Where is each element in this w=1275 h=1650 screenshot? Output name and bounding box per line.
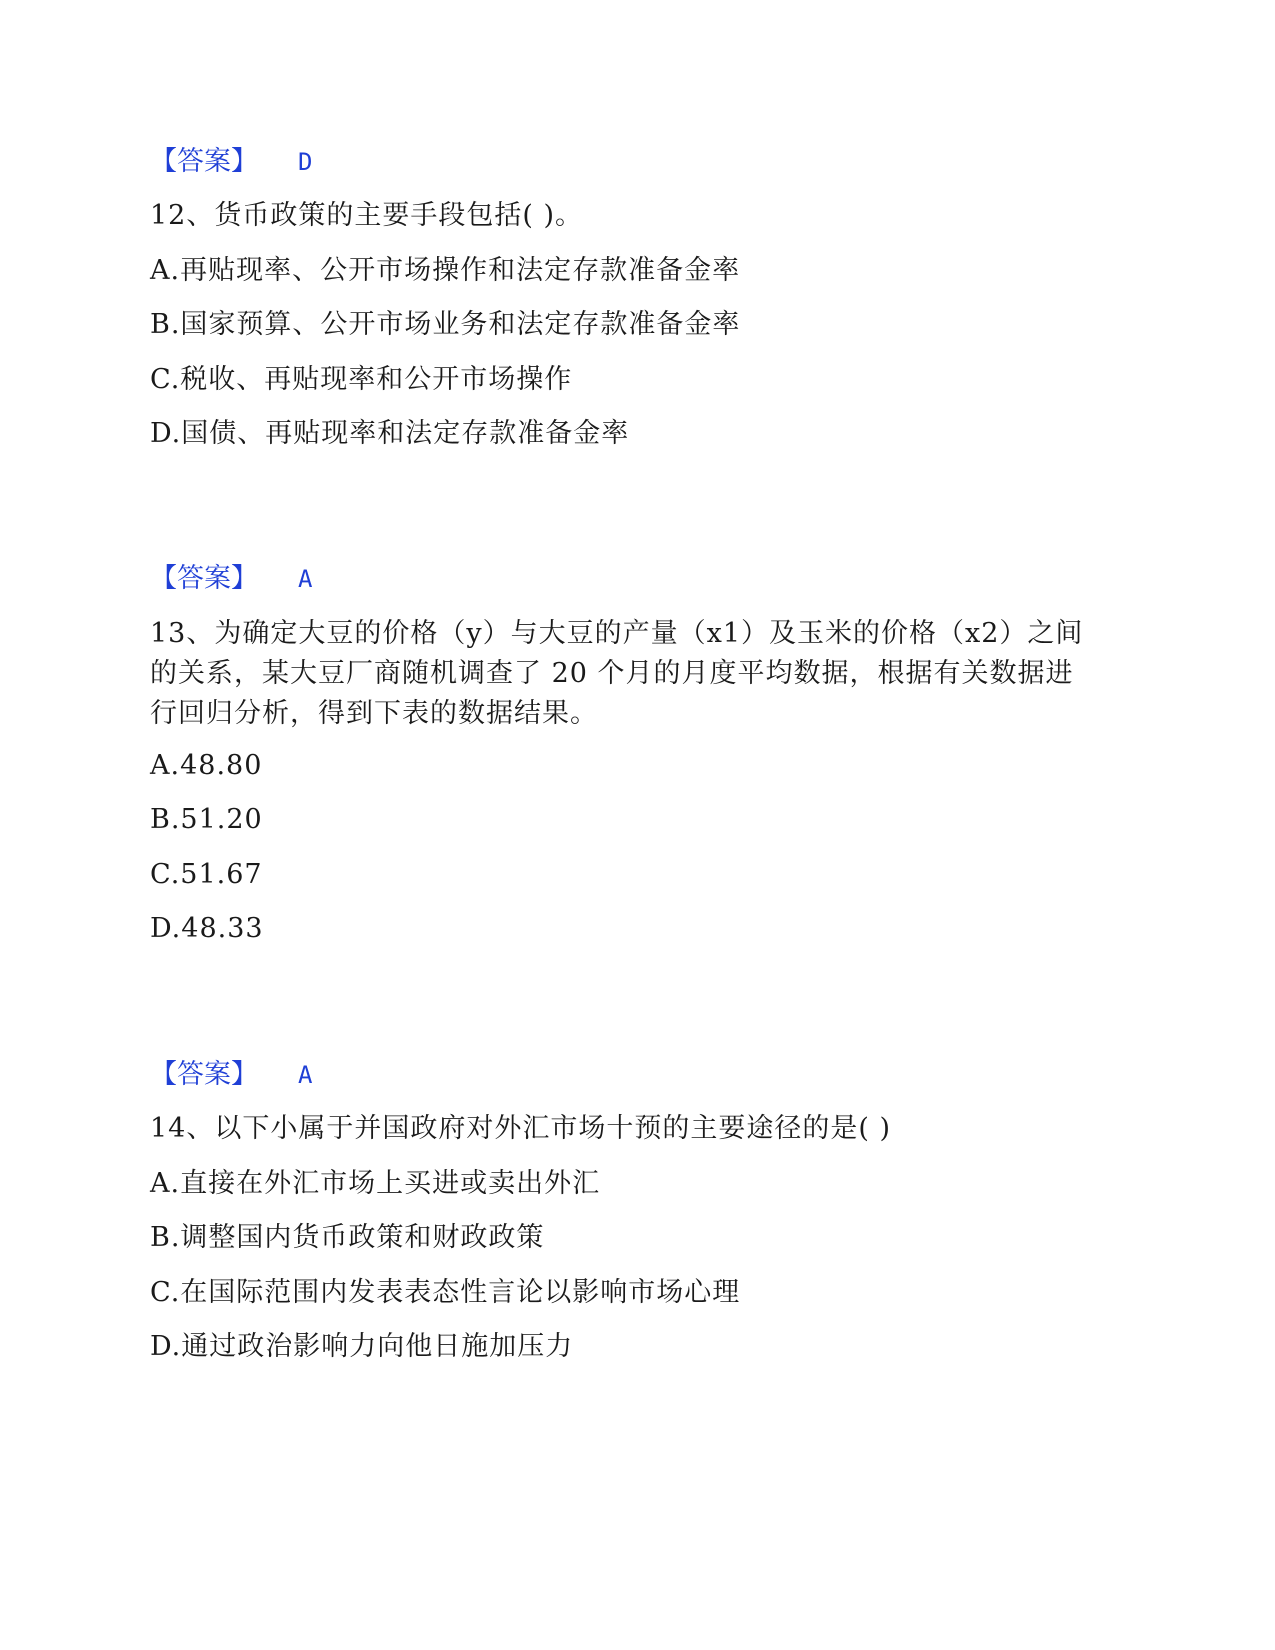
question-12-option-b: B.国家预算、公开市场业务和法定存款准备金率 bbox=[150, 309, 741, 340]
question-13-stem-line-1: 13、为确定大豆的价格（y）与大豆的产量（x1）及玉米的价格（x2）之间 bbox=[150, 618, 1084, 649]
answer-value: A bbox=[298, 565, 313, 593]
question-12-option-d: D.国债、再贴现率和法定存款准备金率 bbox=[150, 418, 630, 449]
question-14-option-a: A.直接在外汇市场上买进或卖出外汇 bbox=[150, 1168, 601, 1199]
answer-value: D bbox=[298, 148, 313, 176]
answer-line-2 bbox=[150, 559, 312, 599]
question-13-stem-line-3: 行回归分析，得到下表的数据结果。 bbox=[150, 698, 598, 729]
question-12-option-c: C.税收、再贴现率和公开市场操作 bbox=[150, 364, 573, 395]
question-13-option-d: D.48.33 bbox=[150, 913, 264, 944]
question-14-option-b: B.调整国内货币政策和财政政策 bbox=[150, 1222, 545, 1253]
answer-label: 【答案】 bbox=[150, 146, 258, 177]
answer-line-3 bbox=[150, 1055, 312, 1095]
question-13-option-b: B.51.20 bbox=[150, 804, 263, 835]
question-12-option-a: A.再贴现率、公开市场操作和法定存款准备金率 bbox=[150, 255, 741, 286]
question-14-option-c: C.在国际范围内发表表态性言论以影响市场心理 bbox=[150, 1277, 741, 1308]
question-14-stem: 14、以下小属于并国政府对外汇市场十预的主要途径的是( ) bbox=[150, 1113, 892, 1144]
question-13-option-c: C.51.67 bbox=[150, 859, 263, 890]
answer-value: A bbox=[298, 1061, 313, 1089]
answer-line-1 bbox=[150, 142, 312, 182]
question-14-option-d: D.通过政治影响力向他日施加压力 bbox=[150, 1331, 574, 1362]
question-12-stem: 12、货币政策的主要手段包括( )。 bbox=[150, 200, 584, 231]
answer-label: 【答案】 bbox=[150, 1059, 258, 1090]
question-13-option-a: A.48.80 bbox=[150, 750, 263, 781]
question-13-stem-line-2: 的关系，某大豆厂商随机调查了 20 个月的月度平均数据，根据有关数据进 bbox=[150, 658, 1074, 689]
answer-label: 【答案】 bbox=[150, 563, 258, 594]
